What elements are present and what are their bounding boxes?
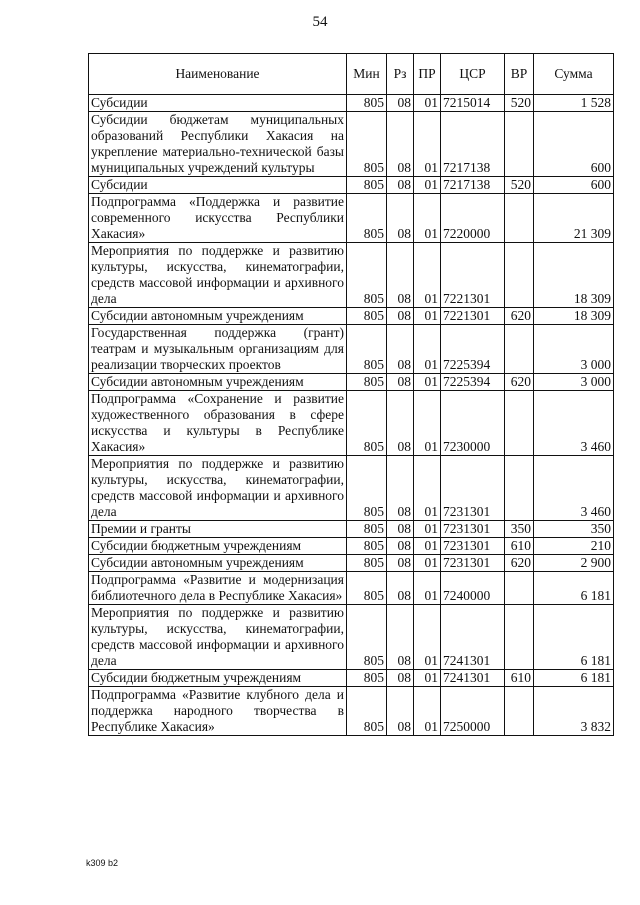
cell-csr: 7231301 bbox=[441, 555, 505, 572]
table-row bbox=[89, 391, 614, 456]
cell-csr: 7241301 bbox=[441, 605, 505, 670]
cell-csr: 7231301 bbox=[441, 456, 505, 521]
cell-min: 805 bbox=[347, 194, 387, 243]
cell-name: Премии и гранты bbox=[89, 521, 347, 538]
cell-vr: 520 bbox=[505, 95, 534, 112]
cell-vr bbox=[505, 243, 534, 308]
table-row bbox=[89, 112, 614, 177]
cell-pr: 01 bbox=[414, 95, 441, 112]
table-row bbox=[89, 308, 614, 325]
cell-pr: 01 bbox=[414, 456, 441, 521]
cell-sum: 6 181 bbox=[534, 605, 614, 670]
header-row bbox=[89, 54, 614, 95]
table-row bbox=[89, 177, 614, 194]
cell-sum: 3 000 bbox=[534, 374, 614, 391]
table-header bbox=[89, 54, 614, 95]
cell-csr: 7220000 bbox=[441, 194, 505, 243]
header-min: Мин bbox=[347, 54, 387, 95]
cell-csr: 7221301 bbox=[441, 308, 505, 325]
cell-csr: 7250000 bbox=[441, 687, 505, 736]
cell-min: 805 bbox=[347, 555, 387, 572]
cell-min: 805 bbox=[347, 391, 387, 456]
cell-name: Субсидии автономным учреждениям bbox=[89, 374, 347, 391]
cell-pr: 01 bbox=[414, 194, 441, 243]
cell-pr: 01 bbox=[414, 605, 441, 670]
cell-vr: 520 bbox=[505, 177, 534, 194]
cell-pr: 01 bbox=[414, 391, 441, 456]
cell-name: Субсидии автономным учреждениям bbox=[89, 555, 347, 572]
table-row bbox=[89, 521, 614, 538]
cell-min: 805 bbox=[347, 456, 387, 521]
cell-csr: 7221301 bbox=[441, 243, 505, 308]
cell-name: Мероприятия по поддержке и развитию культуры, искусства, кинематографии, средств массовой информации и архивного дела bbox=[89, 456, 347, 521]
cell-name: Мероприятия по поддержке и развитию культуры, искусства, кинематографии, средств массовой информации и архивного дела bbox=[89, 605, 347, 670]
cell-sum: 3 460 bbox=[534, 456, 614, 521]
table-row bbox=[89, 687, 614, 736]
cell-name: Подпрограмма «Сохранение и развитие художественного образования в сфере искусства и культуры в Республике Хакасия» bbox=[89, 391, 347, 456]
table-row bbox=[89, 572, 614, 605]
cell-csr: 7231301 bbox=[441, 538, 505, 555]
cell-csr: 7231301 bbox=[441, 521, 505, 538]
table-row bbox=[89, 670, 614, 687]
cell-pr: 01 bbox=[414, 325, 441, 374]
cell-pr: 01 bbox=[414, 112, 441, 177]
cell-csr: 7225394 bbox=[441, 374, 505, 391]
cell-csr: 7217138 bbox=[441, 112, 505, 177]
cell-vr: 350 bbox=[505, 521, 534, 538]
cell-name: Подпрограмма «Развитие клубного дела и поддержка народного творчества в Республике Хакасия» bbox=[89, 687, 347, 736]
page-number: 54 bbox=[312, 14, 328, 30]
cell-vr: 610 bbox=[505, 538, 534, 555]
cell-name: Субсидии бюджетам муниципальных образований Республики Хакасия на укрепление материально-технической базы муниципальных учреждений культуры bbox=[89, 112, 347, 177]
cell-min: 805 bbox=[347, 325, 387, 374]
cell-rz: 08 bbox=[387, 308, 414, 325]
cell-rz: 08 bbox=[387, 391, 414, 456]
table-body bbox=[89, 95, 614, 736]
cell-pr: 01 bbox=[414, 521, 441, 538]
cell-vr: 620 bbox=[505, 308, 534, 325]
cell-pr: 01 bbox=[414, 687, 441, 736]
cell-sum: 3 832 bbox=[534, 687, 614, 736]
cell-vr bbox=[505, 112, 534, 177]
cell-pr: 01 bbox=[414, 555, 441, 572]
table-row bbox=[89, 325, 614, 374]
cell-min: 805 bbox=[347, 243, 387, 308]
cell-min: 805 bbox=[347, 572, 387, 605]
cell-pr: 01 bbox=[414, 177, 441, 194]
cell-rz: 08 bbox=[387, 555, 414, 572]
header-vr: ВР bbox=[505, 54, 534, 95]
cell-rz: 08 bbox=[387, 194, 414, 243]
cell-sum: 600 bbox=[534, 177, 614, 194]
cell-vr bbox=[505, 456, 534, 521]
header-sum: Сумма bbox=[534, 54, 614, 95]
cell-rz: 08 bbox=[387, 670, 414, 687]
cell-rz: 08 bbox=[387, 177, 414, 194]
cell-csr: 7215014 bbox=[441, 95, 505, 112]
cell-sum: 6 181 bbox=[534, 572, 614, 605]
cell-vr: 610 bbox=[505, 670, 534, 687]
cell-vr: 620 bbox=[505, 374, 534, 391]
cell-sum: 2 900 bbox=[534, 555, 614, 572]
cell-name: Государственная поддержка (грант) театрам и музыкальным организациям для реализации творческих проектов bbox=[89, 325, 347, 374]
table-row bbox=[89, 605, 614, 670]
cell-sum: 18 309 bbox=[534, 308, 614, 325]
cell-pr: 01 bbox=[414, 374, 441, 391]
budget-table bbox=[88, 53, 614, 736]
cell-vr bbox=[505, 687, 534, 736]
cell-sum: 600 bbox=[534, 112, 614, 177]
cell-pr: 01 bbox=[414, 670, 441, 687]
cell-min: 805 bbox=[347, 521, 387, 538]
cell-vr bbox=[505, 391, 534, 456]
cell-rz: 08 bbox=[387, 112, 414, 177]
cell-rz: 08 bbox=[387, 521, 414, 538]
cell-pr: 01 bbox=[414, 538, 441, 555]
header-pr: ПР bbox=[414, 54, 441, 95]
cell-sum: 6 181 bbox=[534, 670, 614, 687]
cell-rz: 08 bbox=[387, 687, 414, 736]
cell-name: Субсидии bbox=[89, 177, 347, 194]
table-row bbox=[89, 95, 614, 112]
cell-name: Подпрограмма «Поддержка и развитие современного искусства Республики Хакасия» bbox=[89, 194, 347, 243]
table-row bbox=[89, 194, 614, 243]
cell-min: 805 bbox=[347, 670, 387, 687]
cell-vr bbox=[505, 605, 534, 670]
cell-name: Субсидии бюджетным учреждениям bbox=[89, 670, 347, 687]
cell-rz: 08 bbox=[387, 538, 414, 555]
table-row bbox=[89, 374, 614, 391]
cell-min: 805 bbox=[347, 177, 387, 194]
header-rz: Рз bbox=[387, 54, 414, 95]
table-row bbox=[89, 538, 614, 555]
cell-name: Субсидии автономным учреждениям bbox=[89, 308, 347, 325]
cell-vr bbox=[505, 194, 534, 243]
cell-csr: 7225394 bbox=[441, 325, 505, 374]
header-csr: ЦСР bbox=[441, 54, 505, 95]
cell-csr: 7241301 bbox=[441, 670, 505, 687]
cell-sum: 3 000 bbox=[534, 325, 614, 374]
cell-name: Субсидии bbox=[89, 95, 347, 112]
cell-rz: 08 bbox=[387, 243, 414, 308]
cell-sum: 210 bbox=[534, 538, 614, 555]
cell-sum: 350 bbox=[534, 521, 614, 538]
cell-csr: 7230000 bbox=[441, 391, 505, 456]
cell-min: 805 bbox=[347, 112, 387, 177]
cell-pr: 01 bbox=[414, 308, 441, 325]
cell-rz: 08 bbox=[387, 605, 414, 670]
footer-code: k309 b2 bbox=[86, 858, 119, 868]
cell-pr: 01 bbox=[414, 243, 441, 308]
cell-rz: 08 bbox=[387, 374, 414, 391]
cell-min: 805 bbox=[347, 374, 387, 391]
cell-name: Подпрограмма «Развитие и модернизация библиотечного дела в Республике Хакасия» bbox=[89, 572, 347, 605]
cell-name: Мероприятия по поддержке и развитию культуры, искусства, кинематографии, средств массовой информации и архивного дела bbox=[89, 243, 347, 308]
cell-name: Субсидии бюджетным учреждениям bbox=[89, 538, 347, 555]
table-row bbox=[89, 243, 614, 308]
cell-rz: 08 bbox=[387, 325, 414, 374]
cell-pr: 01 bbox=[414, 572, 441, 605]
cell-min: 805 bbox=[347, 605, 387, 670]
cell-min: 805 bbox=[347, 687, 387, 736]
cell-rz: 08 bbox=[387, 572, 414, 605]
cell-csr: 7217138 bbox=[441, 177, 505, 194]
cell-vr bbox=[505, 325, 534, 374]
cell-sum: 3 460 bbox=[534, 391, 614, 456]
cell-min: 805 bbox=[347, 95, 387, 112]
cell-sum: 21 309 bbox=[534, 194, 614, 243]
cell-min: 805 bbox=[347, 538, 387, 555]
header-name: Наименование bbox=[89, 54, 347, 95]
cell-rz: 08 bbox=[387, 456, 414, 521]
cell-vr: 620 bbox=[505, 555, 534, 572]
cell-min: 805 bbox=[347, 308, 387, 325]
cell-rz: 08 bbox=[387, 95, 414, 112]
table-row bbox=[89, 456, 614, 521]
cell-csr: 7240000 bbox=[441, 572, 505, 605]
cell-sum: 18 309 bbox=[534, 243, 614, 308]
table-row bbox=[89, 555, 614, 572]
cell-sum: 1 528 bbox=[534, 95, 614, 112]
cell-vr bbox=[505, 572, 534, 605]
